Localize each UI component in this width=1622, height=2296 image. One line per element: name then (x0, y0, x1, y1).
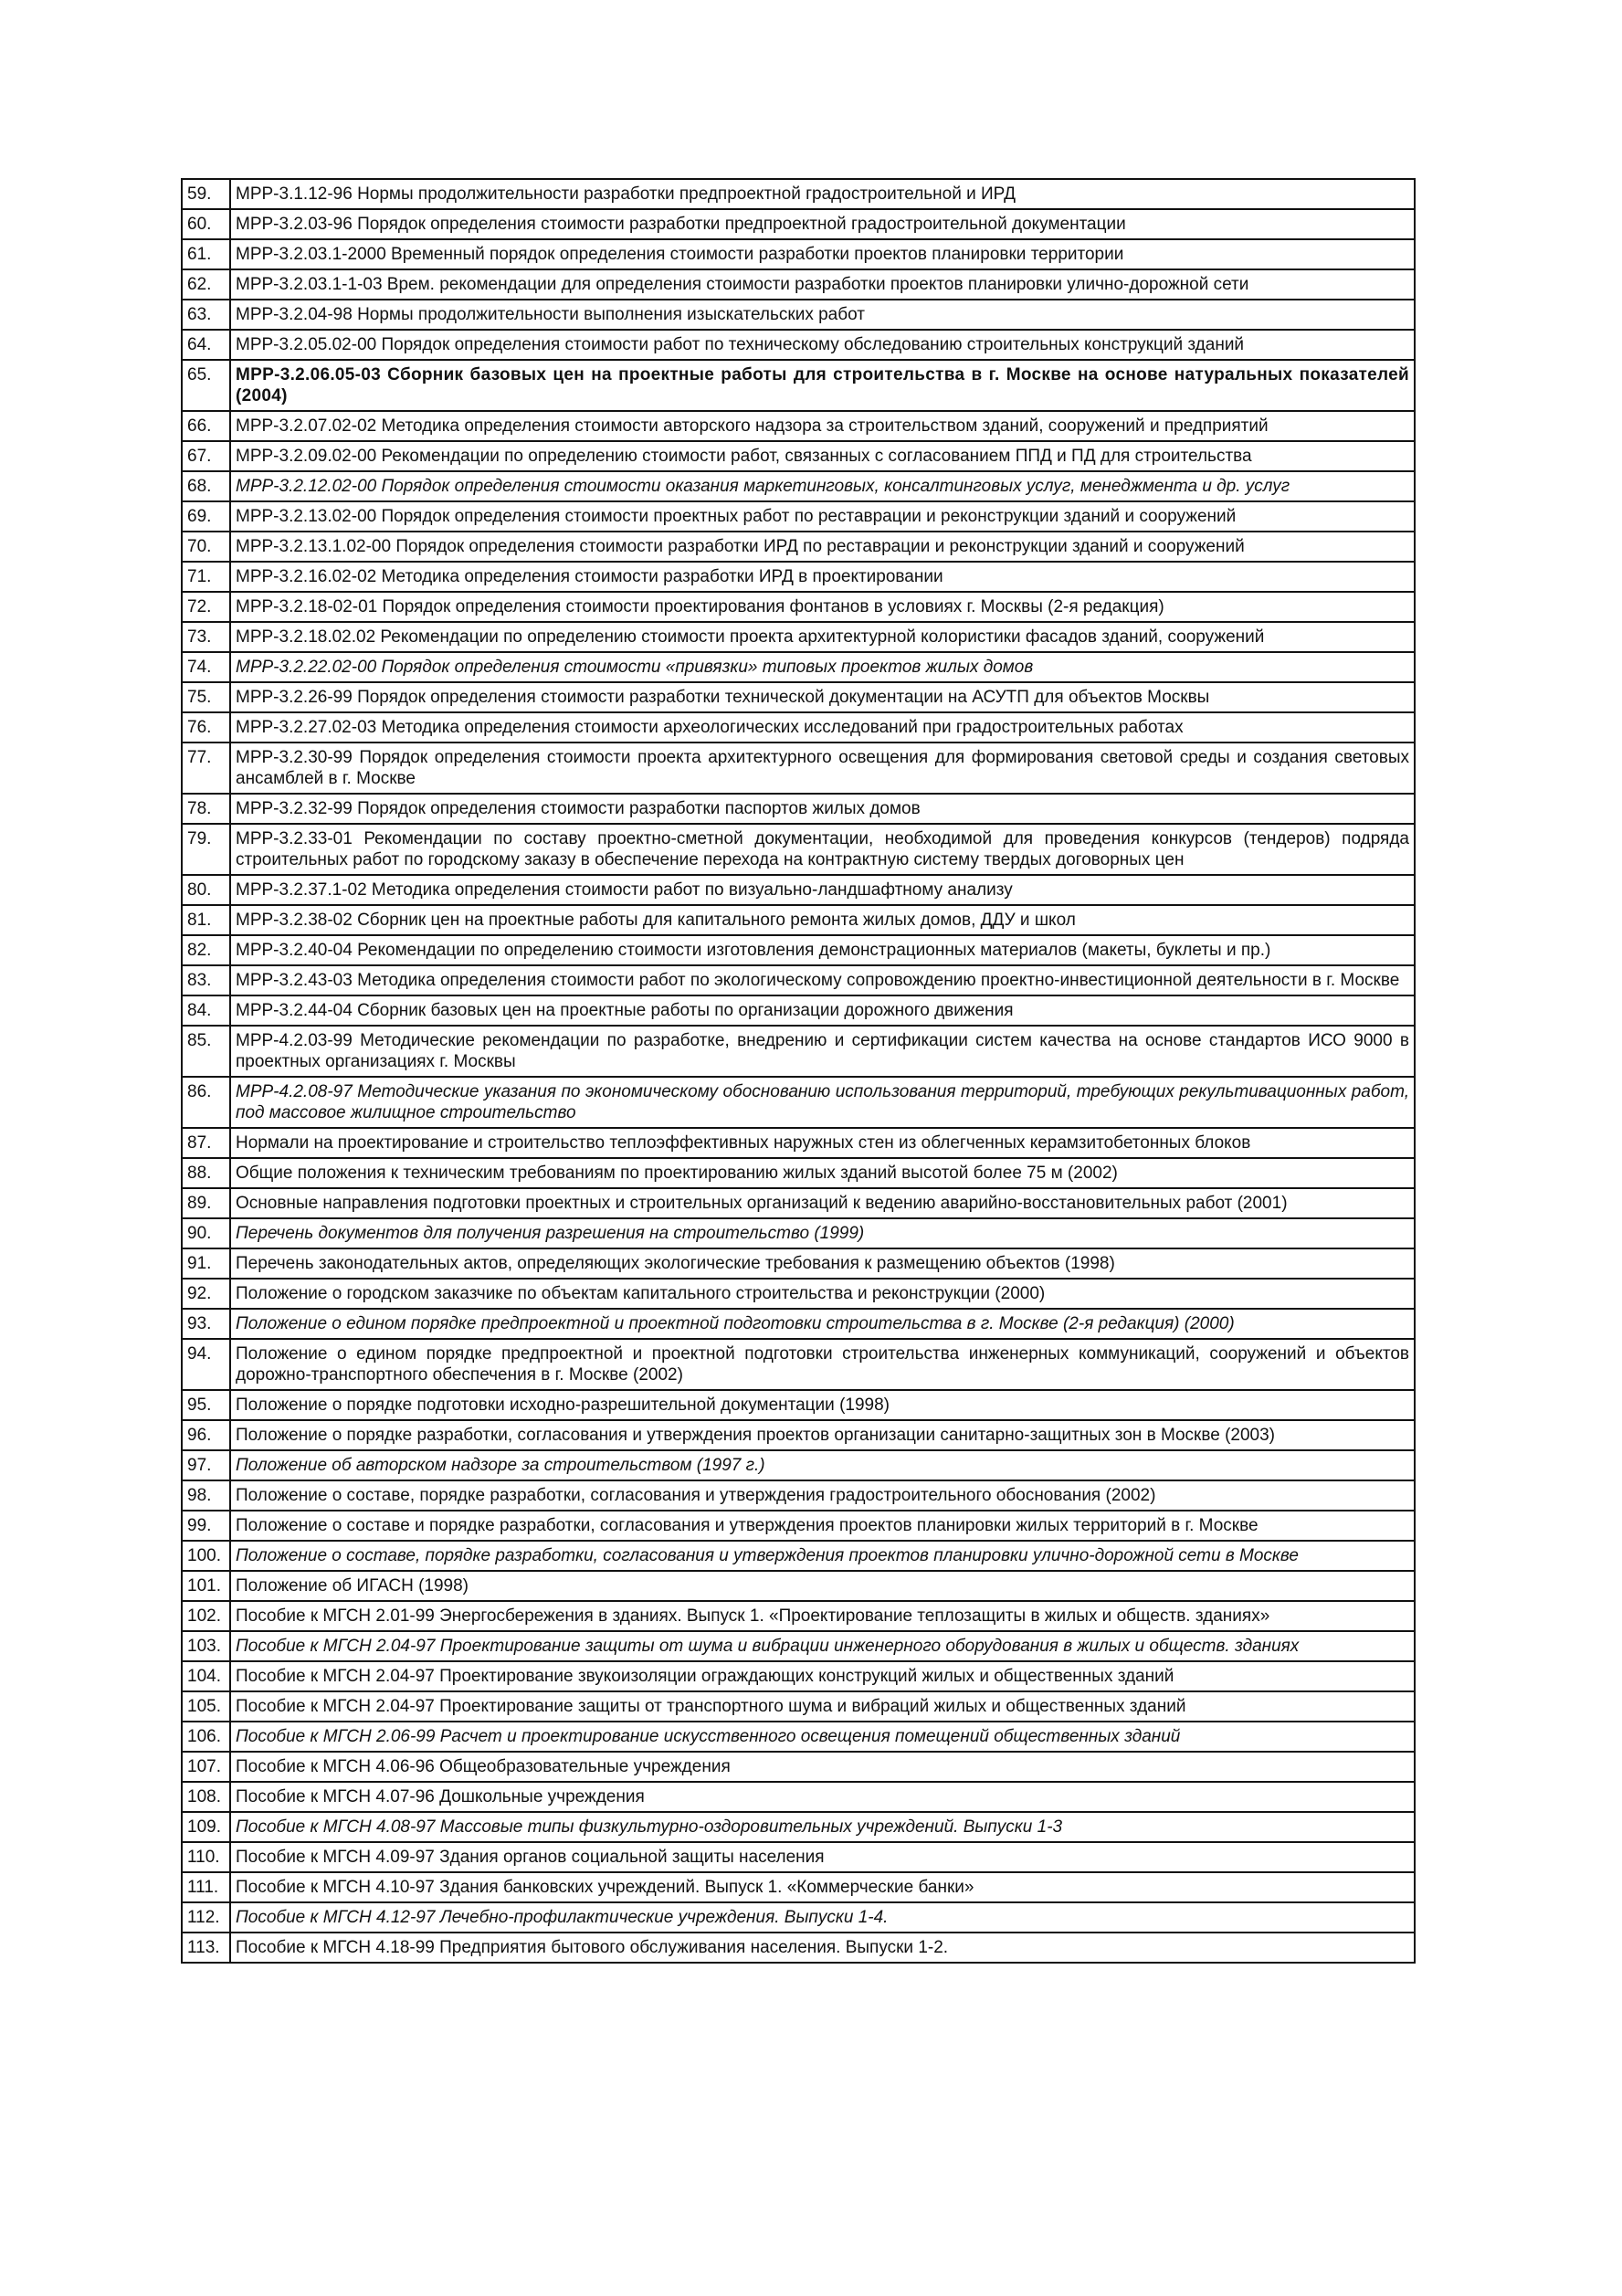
table-row (182, 1782, 1415, 1812)
document-title: МРР-3.2.37.1-02 Методика определения стоимости работ по визуально-ландшафтному анализу (230, 875, 1415, 905)
document-title: Основные направления подготовки проектных и строительных организаций к ведению аварийно-восстановительных работ (2001) (230, 1188, 1415, 1218)
row-number: 63. (182, 300, 230, 330)
table-row (182, 1752, 1415, 1782)
row-number: 60. (182, 209, 230, 239)
row-number: 62. (182, 269, 230, 300)
document-title: МРР-3.2.18-02-01 Порядок определения стоимости проектирования фонтанов в условиях г. Москвы (2-я редакция) (230, 592, 1415, 622)
table-row (182, 179, 1415, 209)
document-title: МРР-3.2.27.02-03 Методика определения стоимости археологических исследований при градостроительных работах (230, 712, 1415, 743)
document-title: Пособие к МГСН 4.10-97 Здания банковских учреждений. Выпуск 1. «Коммерческие банки» (230, 1872, 1415, 1902)
document-title: Положение о составе, порядке разработки, согласования и утверждения градостроительного обоснования (2002) (230, 1480, 1415, 1511)
table-row (182, 1188, 1415, 1218)
document-title: Положение о порядке разработки, согласования и утверждения проектов организации санитарно-защитных зон в Москве (2003) (230, 1420, 1415, 1450)
row-number: 82. (182, 935, 230, 965)
row-number: 61. (182, 239, 230, 269)
row-number: 113. (182, 1933, 230, 1963)
table-row (182, 875, 1415, 905)
row-number: 74. (182, 652, 230, 682)
row-number: 89. (182, 1188, 230, 1218)
document-title: Положение о едином порядке предпроектной и проектной подготовки строительства инженерных коммуникаций, сооружений и объектов дорожно-транспортного обеспечения в г. Москве (2002) (230, 1339, 1415, 1390)
row-number: 108. (182, 1782, 230, 1812)
row-number: 67. (182, 441, 230, 471)
row-number: 85. (182, 1026, 230, 1077)
table-row (182, 1158, 1415, 1188)
row-number: 71. (182, 562, 230, 592)
table-row (182, 1902, 1415, 1933)
row-number: 92. (182, 1279, 230, 1309)
table-row (182, 1722, 1415, 1752)
document-title: МРР-3.2.38-02 Сборник цен на проектные работы для капитального ремонта жилых домов, ДДУ и школ (230, 905, 1415, 935)
document-table-body (182, 179, 1415, 1963)
row-number: 107. (182, 1752, 230, 1782)
document-title: Перечень документов для получения разрешения на строительство (1999) (230, 1218, 1415, 1248)
table-row (182, 239, 1415, 269)
table-row (182, 1812, 1415, 1842)
table-row (182, 532, 1415, 562)
row-number: 78. (182, 794, 230, 824)
document-title: Положение об ИГАСН (1998) (230, 1571, 1415, 1601)
document-title: МРР-3.2.09.02-00 Рекомендации по определению стоимости работ, связанных с согласованием ППД и ПД для строительства (230, 441, 1415, 471)
row-number: 94. (182, 1339, 230, 1390)
row-number: 98. (182, 1480, 230, 1511)
table-row (182, 1631, 1415, 1661)
row-number: 76. (182, 712, 230, 743)
table-row (182, 1480, 1415, 1511)
table-row (182, 1077, 1415, 1128)
document-title: Пособие к МГСН 2.04-97 Проектирование защиты от транспортного шума и вибраций жилых и общественных зданий (230, 1691, 1415, 1722)
document-title: МРР-3.2.33-01 Рекомендации по составу проектно-сметной документации, необходимой для проведения конкурсов (тендеров) подряда строительных работ по городскому заказу в обеспечение перехода на контрактную систему твердых договорных цен (230, 824, 1415, 875)
row-number: 68. (182, 471, 230, 501)
row-number: 65. (182, 360, 230, 411)
row-number: 69. (182, 501, 230, 532)
document-title: МРР-3.2.03.1-2000 Временный порядок определения стоимости разработки проектов планировки территории (230, 239, 1415, 269)
document-title: Пособие к МГСН 4.06-96 Общеобразовательные учреждения (230, 1752, 1415, 1782)
table-row (182, 1933, 1415, 1963)
table-row (182, 471, 1415, 501)
row-number: 109. (182, 1812, 230, 1842)
document-title: Пособие к МГСН 4.09-97 Здания органов социальной защиты населения (230, 1842, 1415, 1872)
table-row (182, 794, 1415, 824)
document-title: МРР-3.2.07.02-02 Методика определения стоимости авторского надзора за строительством зданий, сооружений и предприятий (230, 411, 1415, 441)
document-title: МРР-3.2.32-99 Порядок определения стоимости разработки паспортов жилых домов (230, 794, 1415, 824)
document-title: Нормали на проектирование и строительство теплоэффективных наружных стен из облегченных керамзитобетонных блоков (230, 1128, 1415, 1158)
document-title: МРР-3.1.12-96 Нормы продолжительности разработки предпроектной градостроительной и ИРД (230, 179, 1415, 209)
table-row (182, 1309, 1415, 1339)
row-number: 72. (182, 592, 230, 622)
row-number: 97. (182, 1450, 230, 1480)
document-title: Пособие к МГСН 2.01-99 Энергосбережения в зданиях. Выпуск 1. «Проектирование теплозащиты в жилых и обществ. зданиях» (230, 1601, 1415, 1631)
table-row (182, 965, 1415, 995)
row-number: 99. (182, 1511, 230, 1541)
table-row (182, 330, 1415, 360)
row-number: 105. (182, 1691, 230, 1722)
table-row (182, 824, 1415, 875)
document-title: МРР-3.2.26-99 Порядок определения стоимости разработки технической документации на АСУТП для объектов Москвы (230, 682, 1415, 712)
row-number: 104. (182, 1661, 230, 1691)
row-number: 81. (182, 905, 230, 935)
document-title: Положение об авторском надзоре за строительством (1997 г.) (230, 1450, 1415, 1480)
table-row (182, 743, 1415, 794)
row-number: 91. (182, 1248, 230, 1279)
document-title: Положение о составе и порядке разработки, согласования и утверждения проектов планировки жилых территорий в г. Москве (230, 1511, 1415, 1541)
row-number: 59. (182, 179, 230, 209)
row-number: 112. (182, 1902, 230, 1933)
table-row (182, 1420, 1415, 1450)
table-row (182, 562, 1415, 592)
document-title: Перечень законодательных актов, определяющих экологические требования к размещению объектов (1998) (230, 1248, 1415, 1279)
table-row (182, 1571, 1415, 1601)
row-number: 88. (182, 1158, 230, 1188)
table-row (182, 1026, 1415, 1077)
document-title: МРР-3.2.43-03 Методика определения стоимости работ по экологическому сопровождению проектно-инвестиционной деятельности в г. Москве (230, 965, 1415, 995)
row-number: 101. (182, 1571, 230, 1601)
row-number: 93. (182, 1309, 230, 1339)
document-title: Пособие к МГСН 4.12-97 Лечебно-профилактические учреждения. Выпуски 1-4. (230, 1902, 1415, 1933)
document-title: МРР-3.2.05.02-00 Порядок определения стоимости работ по техническому обследованию строительных конструкций зданий (230, 330, 1415, 360)
row-number: 64. (182, 330, 230, 360)
table-row (182, 209, 1415, 239)
row-number: 77. (182, 743, 230, 794)
document-title: Положение о городском заказчике по объектам капитального строительства и реконструкции (2000) (230, 1279, 1415, 1309)
row-number: 83. (182, 965, 230, 995)
table-row (182, 1511, 1415, 1541)
table-row (182, 935, 1415, 965)
table-row (182, 905, 1415, 935)
table-row (182, 1601, 1415, 1631)
document-title: Пособие к МГСН 2.04-97 Проектирование звукоизоляции ограждающих конструкций жилых и общественных зданий (230, 1661, 1415, 1691)
document-title: МРР-3.2.22.02-00 Порядок определения стоимости «привязки» типовых проектов жилых домов (230, 652, 1415, 682)
document-title: МРР-4.2.03-99 Методические рекомендации по разработке, внедрению и сертификации систем качества на основе стандартов ИСО 9000 в проектных организациях г. Москвы (230, 1026, 1415, 1077)
table-row (182, 501, 1415, 532)
document-title: Общие положения к техническим требованиям по проектированию жилых зданий высотой более 75 м (2002) (230, 1158, 1415, 1188)
table-row (182, 995, 1415, 1026)
document-title: Пособие к МГСН 4.07-96 Дошкольные учреждения (230, 1782, 1415, 1812)
row-number: 86. (182, 1077, 230, 1128)
row-number: 100. (182, 1541, 230, 1571)
document-title: МРР-3.2.03-96 Порядок определения стоимости разработки предпроектной градостроительной документации (230, 209, 1415, 239)
document-title: МРР-3.2.13.1.02-00 Порядок определения стоимости разработки ИРД по реставрации и реконструкции зданий и сооружений (230, 532, 1415, 562)
row-number: 84. (182, 995, 230, 1026)
table-row (182, 1661, 1415, 1691)
row-number: 79. (182, 824, 230, 875)
document-title: МРР-3.2.18.02.02 Рекомендации по определению стоимости проекта архитектурной колористики фасадов зданий, сооружений (230, 622, 1415, 652)
document-title: МРР-3.2.04-98 Нормы продолжительности выполнения изыскательских работ (230, 300, 1415, 330)
document-title: МРР-3.2.13.02-00 Порядок определения стоимости проектных работ по реставрации и реконструкции зданий и сооружений (230, 501, 1415, 532)
document-title: МРР-4.2.08-97 Методические указания по экономическому обоснованию использования территорий, требующих рекультивационных работ, под массовое жилищное строительство (230, 1077, 1415, 1128)
document-title: МРР-3.2.03.1-1-03 Врем. рекомендации для определения стоимости разработки проектов планировки улично-дорожной сети (230, 269, 1415, 300)
row-number: 111. (182, 1872, 230, 1902)
table-row (182, 1842, 1415, 1872)
table-row (182, 1128, 1415, 1158)
table-row (182, 1279, 1415, 1309)
table-row (182, 622, 1415, 652)
document-title: Пособие к МГСН 2.06-99 Расчет и проектирование искусственного освещения помещений общественных зданий (230, 1722, 1415, 1752)
document-title: МРР-3.2.12.02-00 Порядок определения стоимости оказания маркетинговых, консалтинговых услуг, менеджмента и др. услуг (230, 471, 1415, 501)
table-row (182, 682, 1415, 712)
row-number: 103. (182, 1631, 230, 1661)
table-row (182, 592, 1415, 622)
document-table (181, 178, 1416, 1964)
row-number: 70. (182, 532, 230, 562)
row-number: 87. (182, 1128, 230, 1158)
row-number: 80. (182, 875, 230, 905)
table-row (182, 1541, 1415, 1571)
row-number: 66. (182, 411, 230, 441)
table-row (182, 441, 1415, 471)
table-row (182, 1390, 1415, 1420)
document-title: МРР-3.2.44-04 Сборник базовых цен на проектные работы по организации дорожного движения (230, 995, 1415, 1026)
table-row (182, 411, 1415, 441)
row-number: 75. (182, 682, 230, 712)
document-title: Пособие к МГСН 4.18-99 Предприятия бытового обслуживания населения. Выпуски 1-2. (230, 1933, 1415, 1963)
table-row (182, 269, 1415, 300)
table-row (182, 712, 1415, 743)
document-title: Пособие к МГСН 2.04-97 Проектирование защиты от шума и вибрации инженерного оборудования в жилых и обществ. зданиях (230, 1631, 1415, 1661)
table-row (182, 1339, 1415, 1390)
document-title: МРР-3.2.06.05-03 Сборник базовых цен на проектные работы для строительства в г. Москве на основе натуральных показателей (2004) (230, 360, 1415, 411)
row-number: 96. (182, 1420, 230, 1450)
table-row (182, 1218, 1415, 1248)
document-title: МРР-3.2.16.02-02 Методика определения стоимости разработки ИРД в проектировании (230, 562, 1415, 592)
document-title: Положение о составе, порядке разработки, согласования и утверждения проектов планировки улично-дорожной сети в Москве (230, 1541, 1415, 1571)
document-title: Положение о едином порядке предпроектной и проектной подготовки строительства в г. Москве (2-я редакция) (2000) (230, 1309, 1415, 1339)
table-row (182, 300, 1415, 330)
row-number: 90. (182, 1218, 230, 1248)
table-row (182, 1450, 1415, 1480)
document-title: МРР-3.2.40-04 Рекомендации по определению стоимости изготовления демонстрационных материалов (макеты, буклеты и пр.) (230, 935, 1415, 965)
table-row (182, 1872, 1415, 1902)
document-title: Положение о порядке подготовки исходно-разрешительной документации (1998) (230, 1390, 1415, 1420)
table-row (182, 652, 1415, 682)
table-row (182, 360, 1415, 411)
row-number: 73. (182, 622, 230, 652)
row-number: 102. (182, 1601, 230, 1631)
row-number: 95. (182, 1390, 230, 1420)
row-number: 110. (182, 1842, 230, 1872)
table-row (182, 1248, 1415, 1279)
document-title: Пособие к МГСН 4.08-97 Массовые типы физкультурно-оздоровительных учреждений. Выпуски 1-3 (230, 1812, 1415, 1842)
document-title: МРР-3.2.30-99 Порядок определения стоимости проекта архитектурного освещения для формирования световой среды и создания световых ансамблей в г. Москве (230, 743, 1415, 794)
row-number: 106. (182, 1722, 230, 1752)
table-row (182, 1691, 1415, 1722)
